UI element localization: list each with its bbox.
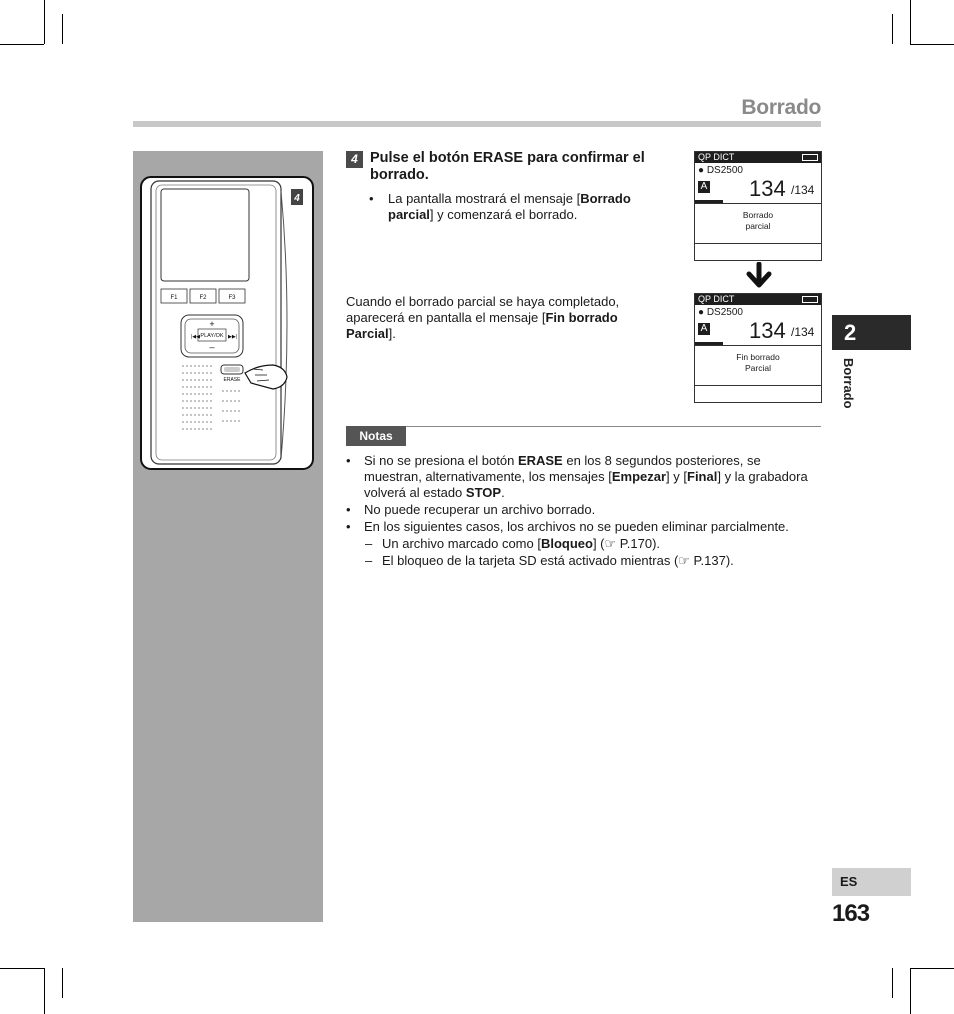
sub-list-item: – Un archivo marcado como [Bloqueo] (☞ P.170). [346,536,821,552]
chapter-tab-number: 2 [832,315,911,350]
folder-letter: A [698,323,710,335]
folder-letter: A [698,181,710,193]
screen-message: Fin borrado Parcial [695,345,821,385]
notes-label: Notas [346,426,406,446]
title-rule [133,121,821,127]
lcd-screen-fin-borrado [694,293,822,403]
step-bullet: • La pantalla mostrará el mensaje [Borrado parcial] y comenzará el borrado. [388,191,678,223]
user-icon: ● [698,165,705,176]
list-item: • No puede recuperar un archivo borrado. [346,502,821,518]
battery-icon [802,154,818,161]
notes-rule [346,426,821,427]
mode-label: QP DICT [698,152,735,162]
illustration-panel [133,151,323,922]
sub-list-item: – El bloqueo de la tarjeta SD está activado mientras (☞ P.137). [346,553,821,569]
file-total: /134 [791,183,815,197]
screen-message: Borrado parcial [695,203,821,243]
list-item: • Si no se presiona el botón ERASE en los 8 segundos posteriores, se muestran, alternativamente, los mensajes [Empezar] y [Final] y la grabadora volverá al estado STOP. [346,453,821,501]
list-item: • En los siguientes casos, los archivos no se pueden eliminar parcialmente. [346,519,821,535]
step-heading: Pulse el botón ERASE para confirmar el borrado. [370,150,645,183]
lcd-screen-borrado [694,151,822,261]
language-badge: ES [832,868,911,896]
completion-paragraph: Cuando el borrado parcial se haya completado, aparecerá en pantalla el mensaje [Fin borrado Parcial]. [346,294,620,341]
user-id: DS2500 [706,165,743,176]
mode-label: QP DICT [698,294,735,304]
chapter-tab-label: Borrado [841,358,856,409]
svg-text:+: + [209,319,215,329]
f2-label: F2 [199,295,207,301]
step-number: 4 [346,151,363,168]
erase-label: ERASE [223,377,241,383]
user-id: DS2500 [706,307,743,318]
f3-label: F3 [228,295,236,301]
svg-text:|◀◀: |◀◀ [191,334,200,340]
file-number: 134 [749,176,786,201]
user-icon: ● [698,307,705,318]
file-number: 134 [749,318,786,343]
svg-text:▶▶|: ▶▶| [228,334,237,340]
device-illustration [133,151,323,922]
battery-icon [802,296,818,303]
svg-text:–: – [209,342,215,352]
f1-label: F1 [170,295,178,301]
notes-list [346,453,821,569]
file-total: /134 [791,325,815,339]
page-title: Borrado [741,96,821,119]
arrow-down-icon [746,262,772,293]
play-label: PLAY/OK [200,333,224,339]
callout-number: 4 [294,193,300,204]
page-number: 163 [832,900,870,927]
